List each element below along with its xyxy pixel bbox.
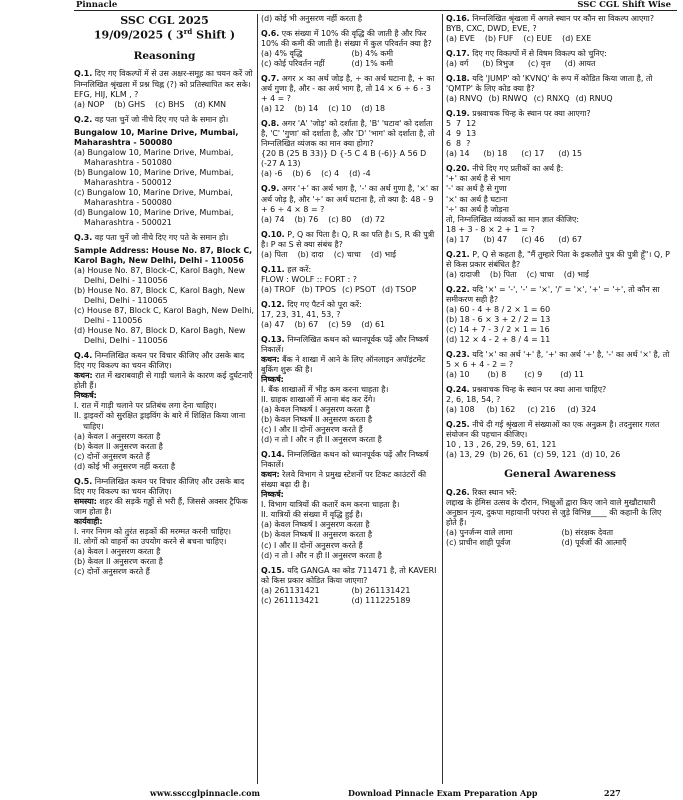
option: (a) पिता: [261, 249, 288, 259]
option: (d) EXE: [562, 34, 592, 44]
option: (c) 4: [321, 169, 340, 179]
option: (a) 4% वृद्धि: [261, 49, 303, 59]
option: (a) 13, 29: [446, 450, 485, 460]
option: (b) 6: [292, 169, 312, 179]
section-heading-reasoning: Reasoning: [133, 50, 196, 63]
column-3: [446, 14, 674, 784]
question-7: Q.7. अगर × का अर्थ जोड़ है, ÷ का अर्थ घटाना है, + का अर्थ गुणा है, और - का अर्थ भाग है, तो 14 × 6 ÷ 6 - 3 + 4 = ? (a) 12 (b) 14 (c) 10 (d) 18: [261, 74, 435, 114]
column-1: [74, 14, 255, 784]
option: (a) 60 - 4 + 8 / 2 × 1 = 60: [446, 304, 551, 314]
option: (b) Bungalow 10, Marine Drive, Mumbai, Maharashtra - 500012: [74, 167, 234, 187]
option: (c) I और II दोनों अनुसरण करते हैं: [261, 425, 363, 435]
option: (a) दादाजी: [446, 269, 480, 279]
option: (b) 47: [483, 234, 508, 244]
option: (b) RNWQ: [488, 94, 528, 104]
option: (b) GHS: [114, 99, 146, 109]
option: (a) 108: [446, 405, 475, 415]
header-title: SSC CGL Shift Wise: [577, 0, 671, 10]
section-heading-general-awareness: General Awareness: [504, 468, 616, 481]
option: (a) -6: [261, 169, 283, 179]
option: (d) 111225189: [351, 595, 411, 605]
option: (c) 10: [328, 104, 352, 114]
option: (d) RNUQ: [575, 94, 613, 104]
option: (c) 80: [328, 214, 352, 224]
option: (b) त्रिभुज: [482, 59, 514, 69]
exam-date: 19/09/2025 ( 3rd Shift ): [93, 26, 236, 42]
question-10: Q.10. P, Q का पिता है। Q, R का पति है। S, R की पुत्री है। P का S से क्या संबंध है? (a) पिता (b) दादा (c) चाचा (d) भाई: [261, 229, 435, 259]
option: (a) TROF: [261, 284, 296, 294]
option: (c) 216: [527, 405, 556, 415]
option: (c) BHS: [155, 99, 185, 109]
option: (d) -4: [349, 169, 371, 179]
option: (d) 324: [567, 405, 597, 415]
question-11: Q.11. हल करें: FLOW : WOLF :: FORT : ? (a) TROF (b) TPOS (c) PSOT (d) TSOP: [261, 264, 417, 294]
question-16: Q.16. निम्नलिखित श्रृंखला में अगले स्थान पर कौन सा विकल्प आएगा? BYB, CXC, DWD, EVE, ? (a) EVE (b) FUF (c) EUE (d) EXE: [446, 14, 655, 44]
option: (a) 12: [261, 104, 285, 114]
option: (b) केवल निष्कर्ष II अनुसरण करता है: [261, 530, 373, 540]
question-8: Q.8. अगर 'A' 'जोड़' को दर्शाता है, 'B' 'घटाव' को दर्शाता है, 'C' 'गुणा' को दर्शाता है, और 'D' 'भाग' को दर्शाता है, तो निम्नलिखित व्यंजक का मान क्या होगा? {20 B (25 B 33)} D {-5 C 4 B (-6)} A 56 D (-27 A 13) (a) -6 (b) 6 (c) 4 (d) -4: [261, 119, 435, 179]
option: (c) 9: [524, 370, 543, 379]
option: (a) 14: [446, 149, 470, 159]
question-14: Q.14. निम्नलिखित कथन को ध्यानपूर्वक पढ़ें और निष्कर्ष निकालें। कथन: रेलवे विभाग ने प्रमुख स्टेशनों पर टिकट काउंटरों की संख्या बढ़ा दी है। निष्कर्ष: I. विभाग यात्रियों की कतारें कम करना चाहता है। II. यात्रियों की संख्या में वृद्धि हुई है। (a) केवल निष्कर्ष I अनुसरण करता है (b) केवल निष्कर्ष II अनुसरण करता है (c) I और II दोनों अनुसरण करते हैं (d) न तो I और न ही II अनुसरण करता है: [261, 450, 439, 560]
option: (d) TSOP: [381, 284, 417, 294]
option: (a) NOP: [74, 99, 105, 109]
option: (b) केवल II अनुसरण करता है: [74, 441, 163, 451]
option: (d) House No. 87, Block D, Karol Bagh, New Delhi, Delhi - 110056: [74, 326, 246, 346]
option: (c) 261113421: [261, 595, 320, 605]
option: (d) 72: [361, 214, 386, 224]
option: (a) 74: [261, 214, 285, 224]
option: (d) कोई भी अनुसरण नहीं करता है: [74, 461, 176, 471]
question-20: Q.20. नीचे दिए गए प्रतीकों का अर्थ है: '+' का अर्थ है से भाग '-' का अर्थ है से गुणा '×' का अर्थ है घटाना '÷' का अर्थ है जोड़ना तो, निम्नलिखित व्यंजकों का मान ज्ञात कीजिए: 18 + 3 - 8 × 2 + 1 = ? (a) 17 (b) 47 (c) 46 (d) 67: [446, 164, 583, 244]
option: (b) केवल II अनुसरण करता है: [74, 556, 163, 566]
option: (a) केवल निष्कर्ष I अनुसरण करता है: [261, 520, 370, 530]
question-24: Q.24. प्रश्नवाचक चिन्ह के स्थान पर क्या आना चाहिए? 2, 6, 18, 54, ? (a) 108 (b) 162 (c) 216 (d) 324: [446, 385, 607, 415]
column-2: [261, 14, 439, 784]
option: (c) चाचा: [333, 249, 361, 259]
option: (b) 76: [294, 214, 319, 224]
question-18: Q.18. यदि 'JUMP' को 'KVNQ' के रूप में कोडित किया जाता है, तो 'QMTP' के लिए कोड क्या है? (a) RNVQ (b) RNWQ (c) RNXQ (d) RNUQ: [446, 74, 653, 104]
question-26: Q.26. रिक्त स्थान भरें: लद्दाख के हेमिस उत्सव के दौरान, भिक्षुओं द्वारा किए जाने वाले मुखौटाधारी अनुष्ठान नृत्य, दुकपा महायानी परंपरा से जुड़े विभिन्न____ की कहानी के लिए होते हैं। (a) पुनर्जन्म वाले लामा (b) संरक्षक देवता (c) प्राचीन शाही पूर्वज (d) पूर्वजों की आत्माएँ: [446, 488, 674, 548]
option: (a) पुनर्जन्म वाले लामा: [446, 527, 513, 537]
footer-app-promo: Download Pinnacle Exam Preparation App: [348, 788, 538, 798]
question-9: Q.9. अगर '+' का अर्थ भाग है, '-' का अर्थ गुणा है, '×' का अर्थ जोड़ है, और '÷' का अर्थ घटाना है, तो क्या है: 48 - 9 + 6 ÷ 4 × 8 = ? (a) 74 (b) 76 (c) 80 (d) 72: [261, 184, 439, 224]
option: (c) 59: [328, 319, 352, 329]
option: (c) दोनों अनुसरण करते हैं: [74, 566, 150, 576]
option: (a) 10: [446, 370, 470, 379]
option: (c) Bungalow 10, Marine Drive, Mumbai, Maharashtra - 500080: [74, 187, 233, 207]
option: (d) भाई: [563, 269, 589, 279]
column-divider: [442, 14, 443, 784]
header-rule: [74, 10, 677, 11]
option: (c) EUE: [523, 34, 553, 44]
option: (a) वर्ग: [446, 59, 469, 69]
option: (d) 10, 26: [581, 450, 621, 460]
option: (b) TPOS: [301, 284, 337, 294]
option: (b) 14: [294, 104, 319, 114]
question-23: Q.23. यदि '×' का अर्थ '+' है, '+' का अर्थ '÷' है, '-' का अर्थ '×' है, तो 5 × 6 + 4 - 2 = ? (a) 10 (b) 8 (c) 9 (d) 11: [446, 349, 670, 379]
option: (b) 8: [487, 370, 507, 379]
question-6: Q.6. एक संख्या में 10% की वृद्धि की जाती है और फिर 10% की कमी की जाती है। संख्या में कुल परिवर्तन क्या है? (a) 4% वृद्धि (b) 4% कमी (c) कोई परिवर्तन नहीं (d) 1% कमी: [261, 29, 439, 69]
question-17: Q.17. दिए गए विकल्पों में से विषम विकल्प को चुनिए: (a) वर्ग (b) त्रिभुज (c) वृत्त (d) आयत: [446, 49, 607, 69]
option: (b) केवल निष्कर्ष II अनुसरण करता है: [261, 415, 373, 425]
option: (c) 17: [521, 149, 545, 159]
option: (a) 47: [261, 319, 285, 329]
question-3: Q.3. वह पता चुनें जो नीचे दिए गए पते के समान हो। Sample Address: House No. 87, Block C, Karol Bagh, New Delhi, Delhi - 110056 (a) House No. 87, Block-C, Karol Bagh, New Delhi, Delhi - 110056 (b) House No. 87, Block C, Karol Bagh, New Delhi, Delhi - 110065 (c) House 87, Block C, Karol Bagh, New Delhi, Delhi - 110056 (d) House No. 87, Block D, Karol Bagh, New Delhi, Delhi - 110056: [74, 232, 254, 346]
question-21: Q.21. P, Q से कहता है, "मैं तुम्हारे पिता के इकलौते पुत्र की पुत्री हूँ"। Q, P से किस प्रकार संबंधित है? (a) दादाजी (b) पिता (c) चाचा (d) भाई: [446, 249, 670, 279]
question-13: Q.13. निम्नलिखित कथन को ध्यानपूर्वक पढ़ें और निष्कर्ष निकालें। कथन: बैंक ने शाखा में आने के लिए ऑनलाइन अपॉइंटमेंट बुकिंग शुरू की है। निष्कर्ष: I. बैंक शाखाओं में भीड़ कम करना चाहता है। II. ग्राहक शाखाओं में आना बंद कर देंगे। (a) केवल निष्कर्ष I अनुसरण करता है (b) केवल निष्कर्ष II अनुसरण करता है (c) I और II दोनों अनुसरण करते हैं (d) न तो I और न ही II अनुसरण करता है: [261, 335, 439, 445]
option: (c) कोई परिवर्तन नहीं: [261, 59, 325, 69]
option: (b) 67: [294, 319, 319, 329]
question-4: Q.4. निम्नलिखित कथन पर विचार कीजिए और उसके बाद दिए गए विकल्प का चयन कीजिए। कथन: रात में खराबवाही से गाड़ी चलाने के कारण कई दुर्घटनाएँ होती हैं। निष्कर्ष: I. रात में गाड़ी चलाने पर प्रतिबंध लगा देना चाहिए। II. ड्राइवरों को सुरक्षित ड्राइविंग के बारे में शिक्षित किया जाना चाहिए। (a) केवल I अनुसरण करता है (b) केवल II अनुसरण करता है (c) दोनों अनुसरण करते हैं (d) कोई भी अनुसरण नहीं करता है: [74, 351, 255, 471]
question-2: Q.2. वह पता चुनें जो नीचे दिए गए पते के समान हो। Bungalow 10, Marine Drive, Mumbai, Maharashtra - 500080 (a) Bungalow 10, Marine Drive, Mumbai, Maharashtra - 501080 (b) Bungalow 10, Marine Drive, Mumbai, Maharashtra - 500012 (c) Bungalow 10, Marine Drive, Mumbai, Maharashtra - 500080 (d) Bungalow 10, Marine Drive, Mumbai, Maharashtra - 500021: [74, 115, 255, 228]
option: (d) न तो I और न ही II अनुसरण करता है: [261, 550, 382, 560]
page-number: 227: [604, 788, 621, 798]
option: (d) 12 × 4 - 2 + 8 / 4 = 11: [446, 334, 551, 344]
option: (d) पूर्वजों की आत्माएँ: [561, 537, 627, 547]
option: (d) कोई भी अनुसरण नहीं करता है: [261, 14, 363, 23]
page-footer: [0, 786, 683, 800]
exam-title: SSC CGL 2025: [120, 14, 209, 27]
option: (a) केवल I अनुसरण करता है: [74, 546, 161, 556]
option: (a) RNVQ: [446, 94, 483, 104]
option: (a) केवल निष्कर्ष I अनुसरण करता है: [261, 405, 370, 415]
question-5: Q.5. निम्नलिखित कथन पर विचार कीजिए और उसके बाद दिए गए विकल्प का चयन कीजिए। समस्या: शहर की सड़कें गड्ढों से भरी हैं, जिससे अक्सर ट्रैफिक जाम होता है। कार्यवाही: I. नगर निगम को तुरंत सड़कों की मरम्मत करनी चाहिए। II. लोगों को वाहनों का उपयोग करने से बचना चाहिए। (a) केवल I अनुसरण करता है (b) केवल II अनुसरण करता है (c) दोनों अनुसरण करते हैं: [74, 477, 255, 577]
option: (d) 11: [560, 370, 584, 379]
option: (b) 18 - 6 × 3 + 2 / 2 = 13: [446, 314, 551, 324]
option: (c) House 87, Block C, Karol Bagh, New Delhi, Delhi - 110056: [74, 306, 254, 326]
option: (c) 14 + 7 - 3 / 2 × 1 = 16: [446, 324, 550, 334]
option: (b) 4% कमी: [351, 49, 394, 59]
option: (a) 17: [446, 234, 470, 244]
option: (b) House No. 87, Block C, Karol Bagh, New Delhi, Delhi - 110065: [74, 286, 245, 306]
option: (a) House No. 87, Block-C, Karol Bagh, New Delhi, Delhi - 110056: [74, 266, 246, 286]
option: (a) 261131421: [261, 585, 320, 595]
question-15: Q.15. यदि GANGA का कोड 711471 है, तो KAVERI को किस प्रकार कोडित किया जाएगा? (a) 261131421 (b) 261131421 (c) 261113421 (d) 111225189: [261, 566, 439, 606]
option: (a) EVE: [446, 34, 475, 44]
option: (c) प्राचीन शाही पूर्वज: [446, 537, 511, 547]
question-22: Q.22. यदि '×' = '-', '-' = '×', '/' = '×', '+' = '÷', तो कौन सा समीकरण सही है? (a) 60 - 4 + 8 / 2 × 1 = 60 (b) 18 - 6 × 3 + 2 / 2 = 13 (c) 14 + 7 - 3 / 2 × 1 = 16 (d) 12 × 4 - 2 + 8 / 4 = 11: [446, 285, 674, 345]
header-brand: Pinnacle: [76, 0, 118, 10]
option: (b) 26, 61: [489, 450, 529, 460]
option: (b) 261131421: [351, 585, 411, 595]
option: (a) Bungalow 10, Marine Drive, Mumbai, Maharashtra - 501080: [74, 147, 234, 167]
option: (d) 67: [558, 234, 583, 244]
question-19: Q.19. प्रश्नवाचक चिन्ह के स्थान पर क्या आएगा? 5 7 12 4 9 13 6 8 ? (a) 14 (b) 18 (c) 17 (d) 15: [446, 109, 591, 159]
option: (d) आयत: [564, 59, 596, 69]
option: (d) 15: [558, 149, 583, 159]
option: (c) I और II दोनों अनुसरण करते हैं: [261, 540, 363, 550]
option: (c) 59, 121: [533, 450, 577, 460]
option: (d) भाई: [370, 249, 396, 259]
option: (c) PSOT: [342, 284, 376, 294]
option: (b) FUF: [484, 34, 514, 44]
option: (b) संरक्षक देवता: [561, 527, 614, 537]
option: (d) Bungalow 10, Marine Drive, Mumbai, Maharashtra - 500021: [74, 207, 234, 227]
option: (d) KMN: [194, 99, 227, 109]
option: (d) 61: [361, 319, 386, 329]
question-1: Q.1. दिए गए विकल्पों में से उस अक्षर-समूह का चयन करें जो निम्नलिखित श्रृंखला में प्रश्न चिह्न (?) को प्रतिस्थापित कर सके। EFG, HIJ, KLM , ? (a) NOP (b) GHS (c) BHS (d) KMN: [74, 69, 253, 109]
option: (c) दोनों अनुसरण करते हैं: [74, 451, 150, 461]
option: (b) पिता: [489, 269, 517, 279]
option: (c) वृत्त: [527, 59, 551, 69]
option: (b) दादा: [297, 249, 324, 259]
option: (d) 18: [361, 104, 386, 114]
option: (d) न तो I और न ही II अनुसरण करता है: [261, 435, 382, 445]
column-divider: [257, 14, 258, 784]
option: (d) 1% कमी: [351, 59, 394, 69]
question-25: Q.25. नीचे दी गई श्रृंखला में संख्याओं का एक अनुक्रम है। तदनुसार गलत संयोजन की पहचान कीजिए। 10 , 13 , 26, 29, 59, 61, 121 (a) 13, 29 (b) 26, 61 (c) 59, 121 (d) 10, 26: [446, 420, 660, 460]
question-12: Q.12. दिए गए पैटर्न को पूरा करें: 17, 23, 31, 41, 53, ? (a) 47 (b) 67 (c) 59 (d) 61: [261, 299, 386, 329]
option: (c) चाचा: [526, 269, 554, 279]
option: (c) 46: [521, 234, 545, 244]
option: (c) RNXQ: [533, 94, 570, 104]
option: (b) 18: [483, 149, 508, 159]
footer-website-link[interactable]: www.ssccglpinnacle.com: [150, 788, 260, 798]
option: (b) 162: [486, 405, 516, 415]
option: (a) केवल I अनुसरण करता है: [74, 431, 161, 441]
